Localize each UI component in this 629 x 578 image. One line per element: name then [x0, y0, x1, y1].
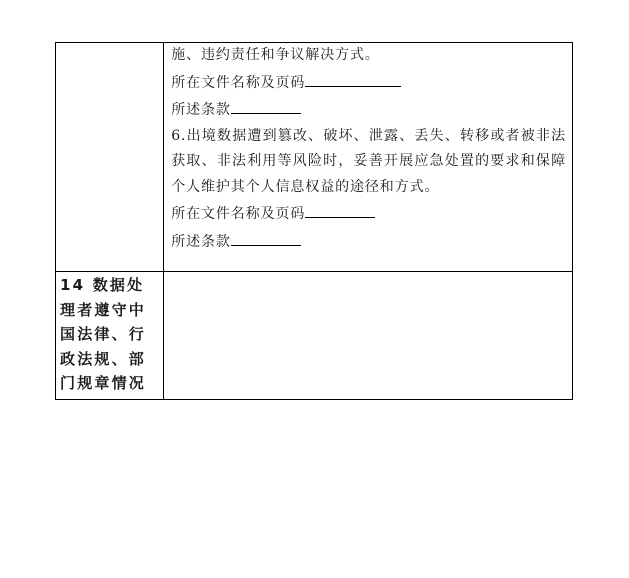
table-row-item-14	[56, 272, 573, 400]
item-6-text: 6.出境数据遭到篡改、破坏、泄露、丢失、转移或者被非法获取、非法利用等风险时，妥善开展应急处置的要求和保障个人维护其个人信息权益的途径和方式。	[171, 127, 566, 195]
clause-blank[interactable]	[231, 228, 301, 246]
clause-field-1	[171, 96, 566, 124]
file-name-field-1	[171, 69, 566, 97]
content-cell-continued	[164, 43, 573, 272]
file-name-field-2	[171, 200, 566, 228]
label-cell-empty	[56, 43, 164, 272]
clause-blank[interactable]	[231, 96, 301, 114]
file-name-blank[interactable]	[305, 200, 375, 218]
text-line-continuation: 施、违约责任和争议解决方式。	[171, 47, 380, 63]
item-14-label: 14 数据处理者遵守中国法律、行政法规、部门规章情况	[56, 272, 164, 400]
table-row-continued	[56, 43, 573, 272]
clause-label: 所述条款	[171, 233, 231, 250]
file-name-blank[interactable]	[305, 69, 401, 87]
assessment-form-table	[55, 42, 573, 400]
clause-label: 所述条款	[171, 102, 231, 118]
file-name-label: 所在文件名称及页码	[171, 206, 306, 222]
file-name-label: 所在文件名称及页码	[171, 74, 306, 91]
item-14-content[interactable]	[164, 272, 573, 400]
clause-field-2	[171, 228, 566, 256]
